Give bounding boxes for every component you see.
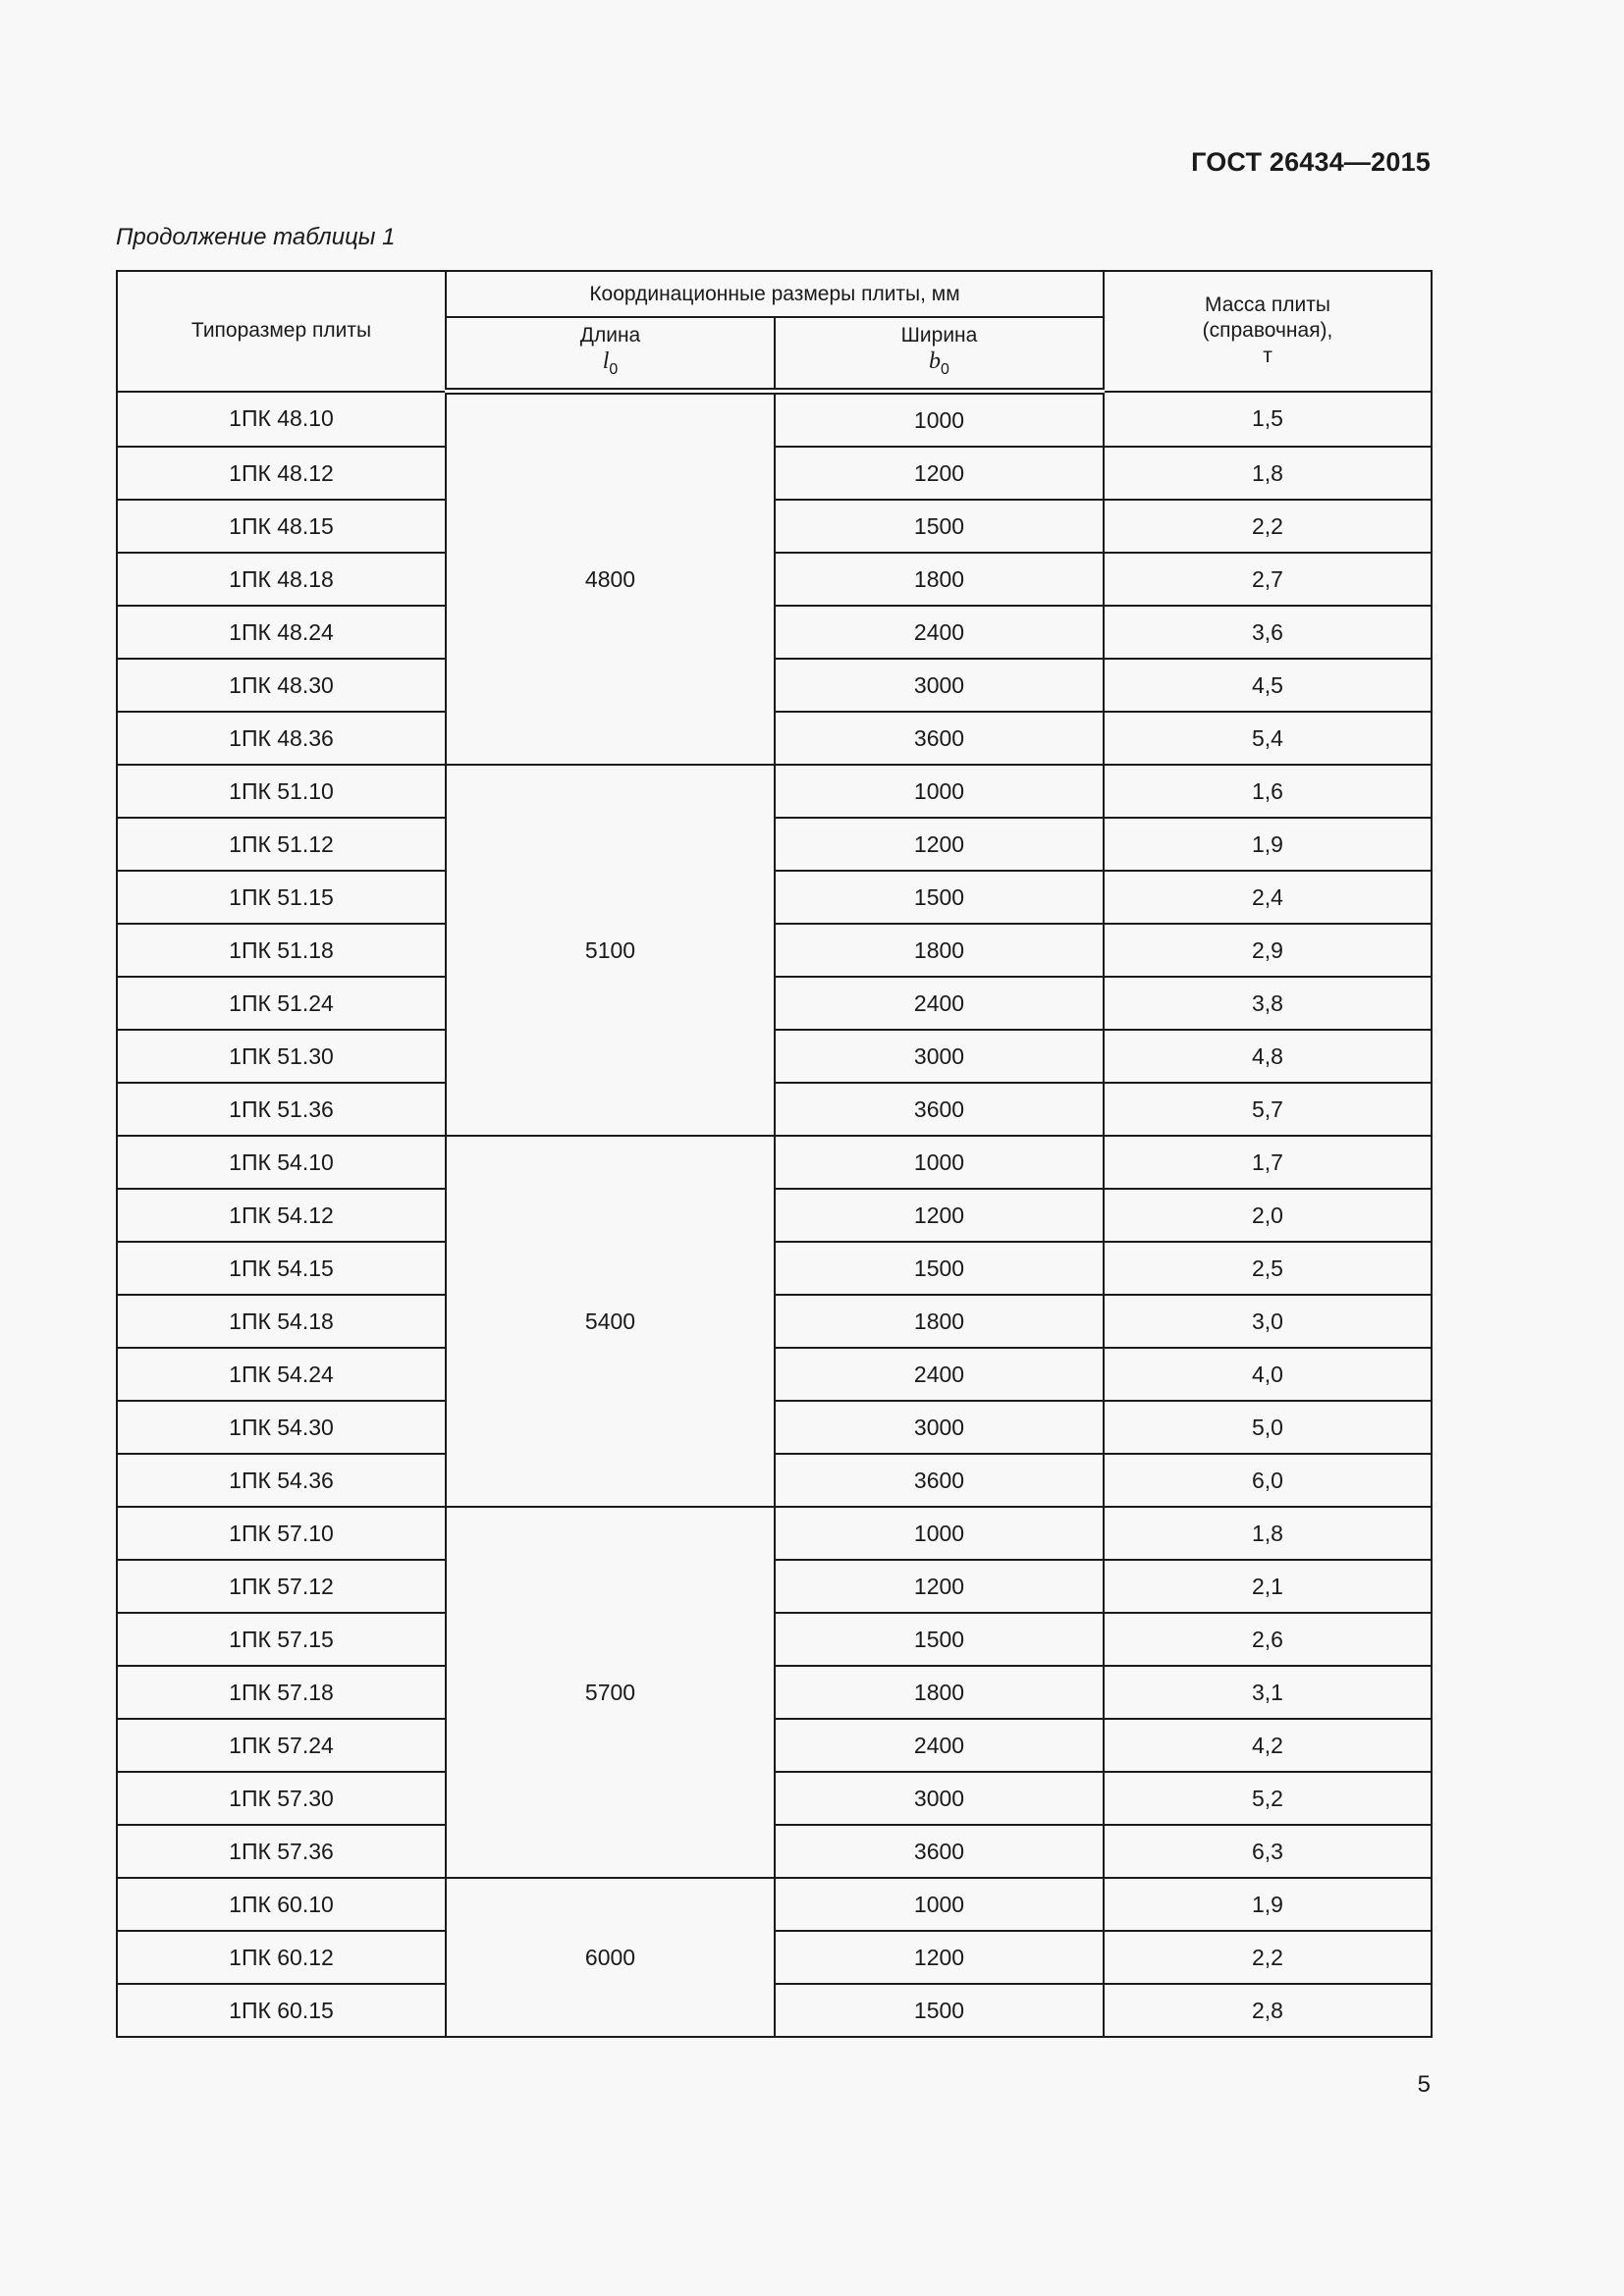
column-header-coord-group: Координационные размеры плиты, мм xyxy=(446,271,1104,317)
cell-width: 1000 xyxy=(775,1507,1104,1560)
cell-mass: 4,8 xyxy=(1104,1030,1432,1083)
cell-type: 1ПК 54.10 xyxy=(117,1136,446,1189)
table-row xyxy=(117,1295,1432,1348)
cell-mass: 5,7 xyxy=(1104,1083,1432,1136)
cell-length: 5400 xyxy=(446,1136,775,1507)
cell-mass: 2,1 xyxy=(1104,1560,1432,1613)
cell-mass: 1,9 xyxy=(1104,1878,1432,1931)
cell-mass: 5,0 xyxy=(1104,1401,1432,1454)
length-symbol: $l_0$ xyxy=(602,348,619,378)
cell-mass: 6,0 xyxy=(1104,1454,1432,1507)
table-caption: Продолжение таблицы 1 xyxy=(116,224,396,250)
cell-mass: 1,9 xyxy=(1104,818,1432,871)
cell-mass: 2,0 xyxy=(1104,1189,1432,1242)
cell-width: 1500 xyxy=(775,500,1104,553)
cell-width: 1000 xyxy=(775,1878,1104,1931)
table-row xyxy=(117,1560,1432,1613)
table-body xyxy=(117,392,1432,2038)
cell-mass: 2,7 xyxy=(1104,553,1432,606)
column-header-width xyxy=(775,317,1104,392)
table-row xyxy=(117,1825,1432,1878)
cell-type: 1ПК 48.24 xyxy=(117,606,446,659)
table-row xyxy=(117,447,1432,500)
table-row xyxy=(117,871,1432,924)
cell-width: 1500 xyxy=(775,1984,1104,2037)
table-row xyxy=(117,1772,1432,1825)
cell-width: 1800 xyxy=(775,1666,1104,1719)
table-row xyxy=(117,392,1432,448)
table-row xyxy=(117,500,1432,553)
cell-type: 1ПК 48.12 xyxy=(117,447,446,500)
cell-mass: 3,0 xyxy=(1104,1295,1432,1348)
cell-type: 1ПК 54.30 xyxy=(117,1401,446,1454)
cell-type: 1ПК 48.36 xyxy=(117,712,446,765)
cell-type: 1ПК 57.24 xyxy=(117,1719,446,1772)
cell-mass: 2,2 xyxy=(1104,500,1432,553)
cell-type: 1ПК 51.15 xyxy=(117,871,446,924)
cell-width: 1500 xyxy=(775,871,1104,924)
cell-width: 1800 xyxy=(775,553,1104,606)
cell-width: 3000 xyxy=(775,1772,1104,1825)
table-row xyxy=(117,1242,1432,1295)
cell-type: 1ПК 57.15 xyxy=(117,1613,446,1666)
table-row xyxy=(117,553,1432,606)
cell-length: 5100 xyxy=(446,765,775,1136)
cell-mass: 1,7 xyxy=(1104,1136,1432,1189)
cell-type: 1ПК 57.10 xyxy=(117,1507,446,1560)
cell-mass: 5,4 xyxy=(1104,712,1432,765)
table-row xyxy=(117,659,1432,712)
cell-width: 1200 xyxy=(775,818,1104,871)
table-row xyxy=(117,1030,1432,1083)
cell-mass: 2,6 xyxy=(1104,1613,1432,1666)
cell-mass: 2,9 xyxy=(1104,924,1432,977)
cell-type: 1ПК 60.12 xyxy=(117,1931,446,1984)
cell-mass: 3,1 xyxy=(1104,1666,1432,1719)
table-row xyxy=(117,1931,1432,1984)
cell-type: 1ПК 51.36 xyxy=(117,1083,446,1136)
cell-width: 2400 xyxy=(775,606,1104,659)
table-row xyxy=(117,1454,1432,1507)
cell-type: 1ПК 51.24 xyxy=(117,977,446,1030)
cell-mass: 1,8 xyxy=(1104,447,1432,500)
mass-header-line2: (справочная), xyxy=(1202,319,1333,343)
cell-type: 1ПК 57.18 xyxy=(117,1666,446,1719)
cell-type: 1ПК 48.15 xyxy=(117,500,446,553)
cell-width: 3000 xyxy=(775,1030,1104,1083)
cell-width: 1500 xyxy=(775,1242,1104,1295)
cell-mass: 2,2 xyxy=(1104,1931,1432,1984)
cell-mass: 1,8 xyxy=(1104,1507,1432,1560)
cell-width: 1200 xyxy=(775,1931,1104,1984)
table-row xyxy=(117,1083,1432,1136)
document-code: ГОСТ 26434—2015 xyxy=(1191,147,1431,177)
table-row xyxy=(117,1666,1432,1719)
cell-type: 1ПК 60.15 xyxy=(117,1984,446,2037)
table-row xyxy=(117,818,1432,871)
width-symbol: $b_0$ xyxy=(929,348,949,378)
cell-type: 1ПК 54.18 xyxy=(117,1295,446,1348)
cell-width: 1200 xyxy=(775,447,1104,500)
column-header-length xyxy=(446,317,775,392)
cell-width: 1800 xyxy=(775,1295,1104,1348)
cell-width: 1000 xyxy=(775,392,1104,448)
cell-type: 1ПК 51.10 xyxy=(117,765,446,818)
cell-width: 1500 xyxy=(775,1613,1104,1666)
cell-width: 1200 xyxy=(775,1560,1104,1613)
mass-header-line3: т xyxy=(1263,345,1272,368)
cell-width: 2400 xyxy=(775,1348,1104,1401)
cell-mass: 3,6 xyxy=(1104,606,1432,659)
cell-mass: 5,2 xyxy=(1104,1772,1432,1825)
cell-type: 1ПК 54.36 xyxy=(117,1454,446,1507)
cell-width: 2400 xyxy=(775,1719,1104,1772)
cell-width: 1800 xyxy=(775,924,1104,977)
table-row xyxy=(117,712,1432,765)
cell-mass: 4,2 xyxy=(1104,1719,1432,1772)
cell-type: 1ПК 48.30 xyxy=(117,659,446,712)
table-row xyxy=(117,1878,1432,1931)
cell-length: 5700 xyxy=(446,1507,775,1878)
cell-mass: 1,6 xyxy=(1104,765,1432,818)
table-row xyxy=(117,1507,1432,1560)
cell-type: 1ПК 51.30 xyxy=(117,1030,446,1083)
width-header-label: Ширина xyxy=(900,324,978,347)
table-row xyxy=(117,1401,1432,1454)
cell-mass: 3,8 xyxy=(1104,977,1432,1030)
cell-type: 1ПК 51.18 xyxy=(117,924,446,977)
table-row xyxy=(117,924,1432,977)
mass-header-line1: Масса плиты xyxy=(1205,294,1330,317)
cell-type: 1ПК 54.12 xyxy=(117,1189,446,1242)
table-row xyxy=(117,1719,1432,1772)
cell-type: 1ПК 57.36 xyxy=(117,1825,446,1878)
slab-dimensions-table xyxy=(116,270,1433,2038)
table-row xyxy=(117,1348,1432,1401)
cell-width: 3000 xyxy=(775,1401,1104,1454)
cell-width: 1000 xyxy=(775,1136,1104,1189)
cell-width: 1000 xyxy=(775,765,1104,818)
page-number: 5 xyxy=(1417,2071,1431,2098)
table-row xyxy=(117,977,1432,1030)
cell-type: 1ПК 54.15 xyxy=(117,1242,446,1295)
cell-type: 1ПК 54.24 xyxy=(117,1348,446,1401)
cell-type: 1ПК 48.10 xyxy=(117,392,446,448)
cell-type: 1ПК 60.10 xyxy=(117,1878,446,1931)
table-row xyxy=(117,1189,1432,1242)
cell-type: 1ПК 57.12 xyxy=(117,1560,446,1613)
cell-length: 4800 xyxy=(446,392,775,766)
cell-mass: 4,0 xyxy=(1104,1348,1432,1401)
cell-width: 2400 xyxy=(775,977,1104,1030)
cell-type: 1ПК 57.30 xyxy=(117,1772,446,1825)
cell-type: 1ПК 48.18 xyxy=(117,553,446,606)
length-header-label: Длина xyxy=(579,324,641,347)
column-header-type: Типоразмер плиты xyxy=(117,271,446,392)
table-row xyxy=(117,1136,1432,1189)
cell-type: 1ПК 51.12 xyxy=(117,818,446,871)
cell-mass: 2,4 xyxy=(1104,871,1432,924)
cell-width: 3600 xyxy=(775,1454,1104,1507)
table-row xyxy=(117,606,1432,659)
cell-width: 1200 xyxy=(775,1189,1104,1242)
cell-width: 3000 xyxy=(775,659,1104,712)
table-row xyxy=(117,765,1432,818)
table-row xyxy=(117,1984,1432,2037)
cell-mass: 2,8 xyxy=(1104,1984,1432,2037)
cell-width: 3600 xyxy=(775,712,1104,765)
cell-mass: 4,5 xyxy=(1104,659,1432,712)
cell-width: 3600 xyxy=(775,1083,1104,1136)
cell-width: 3600 xyxy=(775,1825,1104,1878)
cell-length: 6000 xyxy=(446,1878,775,2037)
table-row xyxy=(117,1613,1432,1666)
cell-mass: 6,3 xyxy=(1104,1825,1432,1878)
column-header-mass xyxy=(1104,271,1432,392)
cell-mass: 2,5 xyxy=(1104,1242,1432,1295)
cell-mass: 1,5 xyxy=(1104,392,1432,448)
